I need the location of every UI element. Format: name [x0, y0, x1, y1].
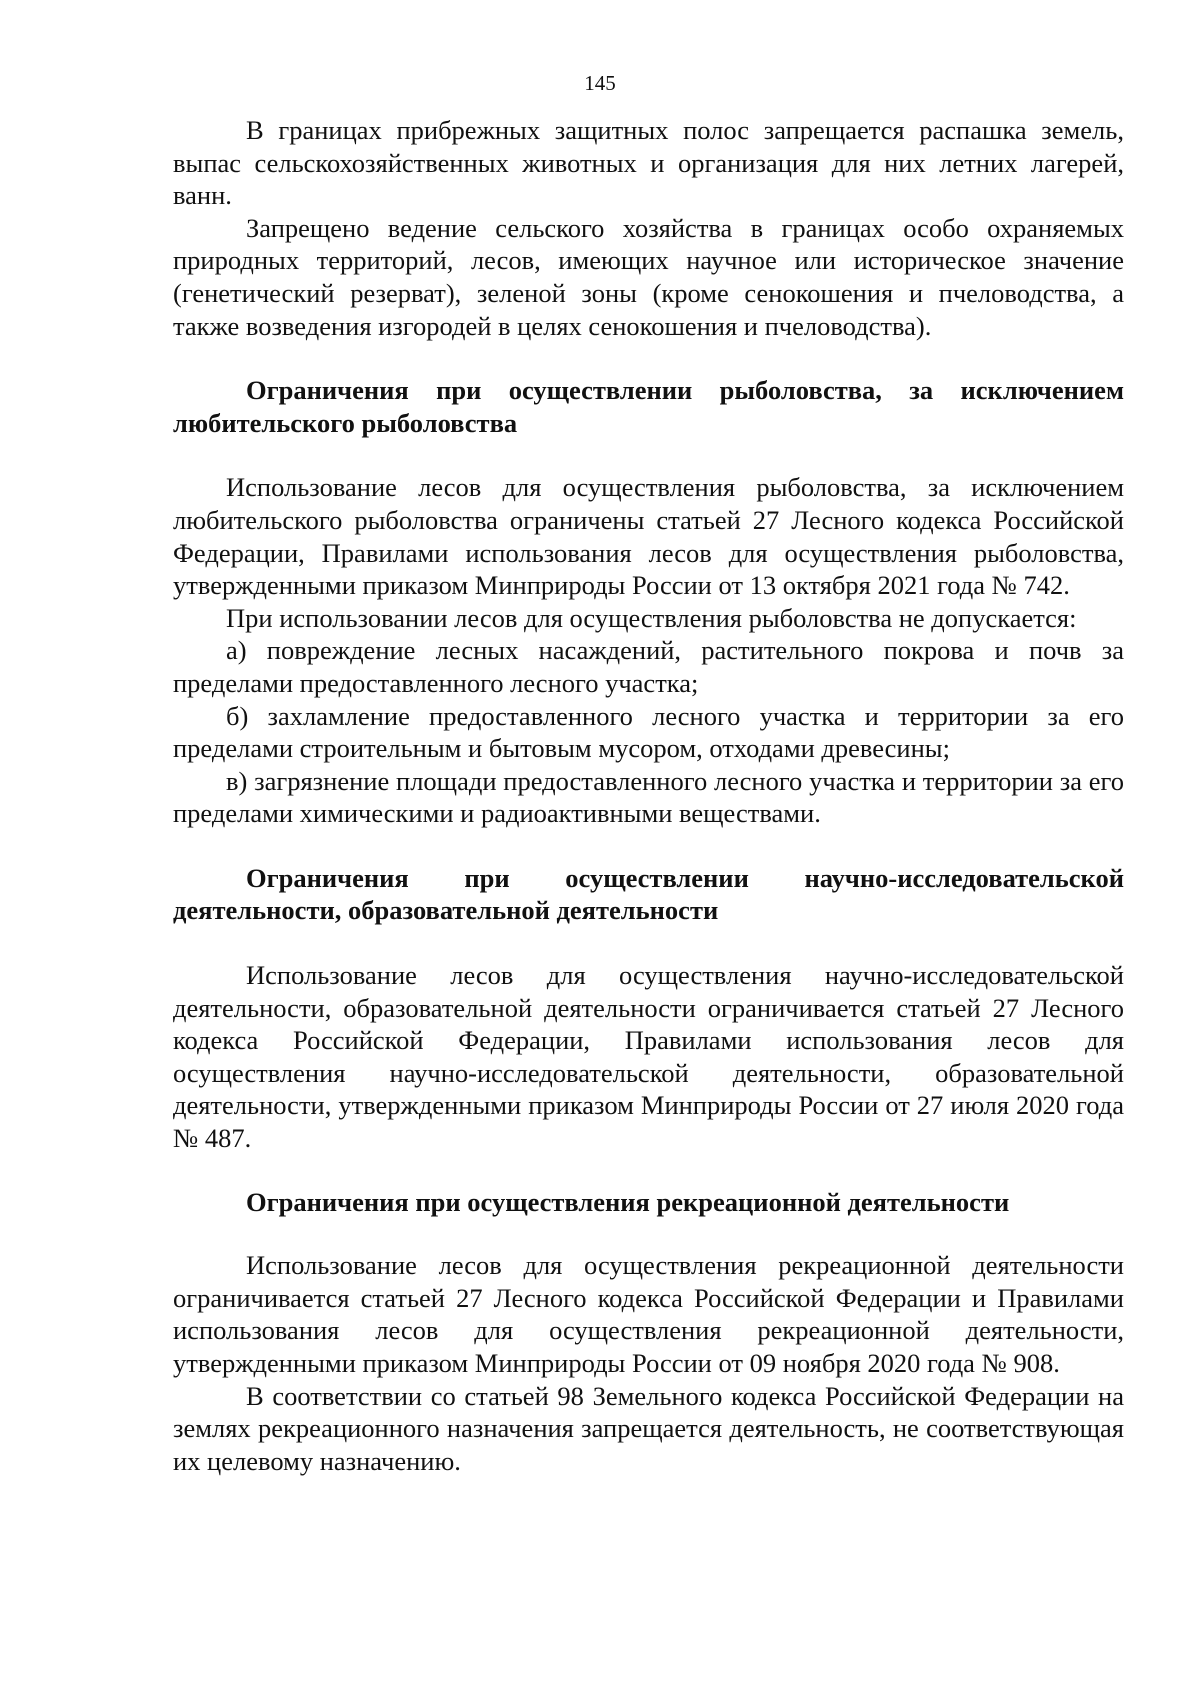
- spacer: [173, 1155, 1124, 1186]
- spacer: [173, 830, 1124, 862]
- section-heading: Ограничения при осуществления рекреационной деятельности: [246, 1186, 1010, 1217]
- spacer: [173, 927, 1124, 959]
- page-number: 145: [584, 71, 616, 95]
- paragraph: Запрещено ведение сельского хозяйства в границах особо охраняемых природных территорий, лесов, имеющих научное или историческое значение (генетический резерват), зеленой зоны (кроме сенокошения и пчеловодства, а также возведения изгородей в целях сенокошения и пчеловодства).: [173, 212, 1124, 341]
- spacer: [173, 342, 1124, 374]
- spacer: [173, 1218, 1124, 1249]
- spacer: [173, 439, 1124, 471]
- paragraph: В соответствии со статьей 98 Земельного кодекса Российской Федерации на землях рекреационного назначения запрещается деятельность, не соответствующая их целевому назначению.: [173, 1380, 1124, 1476]
- paragraph: Использование лесов для осуществления рекреационной деятельности ограничивается статьей 27 Лесного кодекса Российской Федерации и Правилами использования лесов для осуществления рекреационной деятельности, утвержденными приказом Минприроды России от 09 ноября 2020 года № 908.: [173, 1250, 1124, 1378]
- list-item: в) загрязнение площади предоставленного лесного участка и территории за его пределами химическими и радиоактивными веществами.: [173, 765, 1124, 829]
- list-item: б) захламление предоставленного лесного участка и территории за его пределами строительным и бытовым мусором, отходами древесины;: [173, 700, 1124, 764]
- section-heading: Ограничения при осуществлении научно-исследовательской деятельности, образовательной деятельности: [173, 862, 1124, 926]
- section-heading: Ограничения при осуществлении рыболовства, за исключением любительского рыболовства: [173, 375, 1124, 438]
- paragraph: В границах прибрежных защитных полос запрещается распашка земель, выпас сельскохозяйственных животных и организация для них летних лагерей, ванн.: [173, 115, 1124, 211]
- list-item: а) повреждение лесных насаждений, растительного покрова и почв за пределами предоставленного лесного участка;: [173, 635, 1124, 698]
- paragraph: Использование лесов для осуществления научно-исследовательской деятельности, образовательной деятельности ограничивается статьей 27 Лесного кодекса Российской Федерации, Правилами использования лесов для осуществления научно-исследовательской деятельности, образовательной деятельности, утвержденными приказом Минприроды России от 27 июля 2020 года № 487.: [173, 960, 1124, 1154]
- document-body: [173, 114, 1124, 1477]
- paragraph: Использование лесов для осуществления рыболовства, за исключением любительского рыболовства ограничены статьей 27 Лесного кодекса Российской Федерации, Правилами использования лесов для осуществления рыболовства, утвержденными приказом Минприроды России от 13 октября 2021 года № 742.: [173, 472, 1124, 601]
- paragraph: При использовании лесов для осуществления рыболовства не допускается:: [226, 602, 1077, 633]
